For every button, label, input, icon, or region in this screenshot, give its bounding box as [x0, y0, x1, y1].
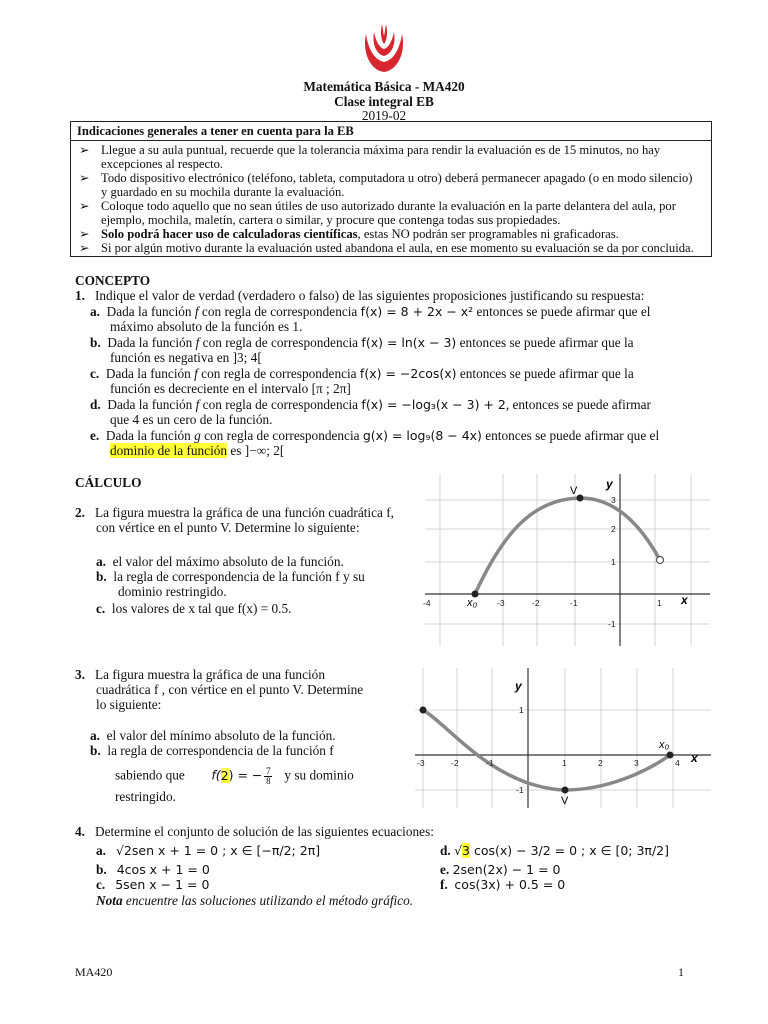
q3-item-a: a. el valor del mínimo absoluto de la función. — [90, 728, 336, 743]
q2-item-b-cont: dominio restringido. — [118, 584, 227, 599]
x-tick: 3 — [634, 758, 639, 768]
upc-logo — [360, 22, 408, 76]
x-tick: -2 — [451, 758, 459, 768]
doc-subtitle: Clase integral EB — [334, 94, 434, 109]
q4-item-b: b. 4cos x + 1 = 0 — [96, 862, 210, 877]
x-axis-label: x — [691, 751, 698, 765]
y-tick: -1 — [516, 785, 524, 795]
q4-item-e: e. 2sen(2x) − 1 = 0 — [440, 862, 561, 877]
y-tick: 3 — [611, 495, 616, 505]
q1-item-e-cont: dominio de la función es ]−∞; 2[ — [110, 443, 285, 458]
start-point — [420, 707, 427, 714]
section-concepto: CONCEPTO — [75, 273, 151, 288]
q2-prompt: 2. La figura muestra la gráfica de una función cuadrática f, — [75, 505, 394, 520]
y-tick: 2 — [611, 524, 616, 534]
q4-item-f: f. cos(3x) + 0.5 = 0 — [440, 877, 566, 892]
q4-item-d: d. √3 cos(x) − 3/2 = 0 ; x ∈ [0; 3π/2] — [440, 843, 669, 858]
x-tick: 1 — [657, 598, 662, 608]
instruction-item: Todo dispositivo electrónico (teléfono, tableta, computadora u otro) deberá permanecer apagado (o en modo silencio) y guardado en su mochila durante la evaluación. — [101, 171, 693, 199]
page-number: 1 — [678, 965, 684, 979]
doc-title: Matemática Básica - MA420 — [303, 79, 465, 94]
arrow-bullet-icon: ➢ — [79, 171, 90, 185]
q1-item-c: c. Dada la función f con regla de correspondencia f(x) = −2cos(x) entonces se puede afirmar que la — [90, 366, 634, 381]
x0-label: x₀ — [467, 597, 478, 609]
x-tick: -1 — [570, 598, 578, 608]
instructions-box — [70, 121, 712, 257]
q1-item-d: d. Dada la función f con regla de correspondencia f(x) = −log₃(x − 3) + 2, entonces se puede afirmar — [90, 397, 651, 412]
arrow-bullet-icon: ➢ — [79, 143, 90, 157]
footer-code: MA420 — [75, 965, 113, 979]
x-tick: 4 — [675, 758, 680, 768]
fraction-denominator: 8 — [266, 776, 271, 786]
x0-label: x₀ — [659, 739, 670, 751]
arrow-bullet-icon: ➢ — [79, 199, 90, 213]
instruction-item: Coloque todo aquello que no sean útiles de uso autorizado durante la evaluación en la parte delantera del aula, por ejemplo, mochila, maletín, cartera o similar, y procure que contenga todas sus propiedades. — [101, 199, 676, 227]
q1-item-b-cont: función es negativa en ]3; 4[ — [110, 350, 262, 365]
q1-item-d-cont: que 4 es un cero de la función. — [110, 412, 273, 427]
q2-item-a: a. el valor del máximo absoluto de la función. — [96, 554, 344, 569]
q4-item-a: a. √2sen x + 1 = 0 ; x ∈ [−π/2; 2π] — [96, 843, 321, 858]
vertex-point — [562, 787, 569, 794]
y-tick: -1 — [608, 619, 616, 629]
x-tick: -4 — [423, 598, 431, 608]
vertex-label: V — [570, 485, 578, 497]
q2-prompt-cont: con vértice en el punto V. Determine lo siguiente: — [96, 520, 360, 535]
q1-item-a: a. Dada la función f con regla de correspondencia f(x) = 8 + 2x − x² entonces se puede afirmar que el — [90, 304, 651, 319]
x-tick: -2 — [532, 598, 540, 608]
q1-item-a-cont: máximo absoluto de la función es 1. — [110, 319, 303, 334]
instruction-item: Si por algún motivo durante la evaluación usted abandona el aula, en ese momento su evaluación se da por concluida. — [101, 241, 694, 255]
x-tick: -3 — [417, 758, 425, 768]
y-tick: 1 — [519, 705, 524, 715]
q3-prompt: 3. La figura muestra la gráfica de una función — [75, 667, 325, 682]
q2-item-c: c. los valores de x tal que f(x) = 0.5. — [96, 601, 292, 616]
arrow-bullet-icon: ➢ — [79, 227, 90, 241]
x0-point — [667, 752, 674, 759]
q4-prompt: 4. Determine el conjunto de solución de las siguientes ecuaciones: — [75, 824, 434, 839]
x-tick: 1 — [562, 758, 567, 768]
vertex-label: V — [561, 795, 569, 807]
y-axis-label: y — [606, 477, 613, 491]
q1-item-c-cont: función es decreciente en el intervalo [π ; 2π] — [110, 381, 351, 396]
graph-q3 — [415, 668, 711, 808]
instruction-item: Solo podrá hacer uso de calculadoras científicas, estas NO podrán ser programables ni graficadoras. — [101, 227, 619, 241]
graph-q2 — [425, 474, 710, 646]
y-axis-label: y — [515, 679, 522, 693]
doc-term: 2019-02 — [361, 108, 407, 123]
q4-note: Nota encuentre las soluciones utilizando el método gráfico. — [96, 893, 414, 908]
open-endpoint — [657, 557, 664, 564]
instruction-item: Llegue a su aula puntual, recuerde que la tolerancia máxima para rendir la evaluación es de 15 minutos, no hay excepciones al respecto. — [101, 143, 661, 171]
q3-prompt-cont: cuadrática f , con vértice en el punto V. Determine — [96, 682, 364, 697]
q1-item-b: b. Dada la función f con regla de correspondencia f(x) = ln(x − 3) entonces se puede afirmar que la — [90, 335, 634, 350]
section-calculo: CÁLCULO — [75, 475, 142, 490]
q3-item-b: b. la regla de correspondencia de la función f — [90, 743, 334, 758]
fraction-numerator: 7 — [266, 766, 271, 776]
q3-prompt-cont2: lo siguiente: — [96, 697, 162, 712]
x-tick: -1 — [486, 758, 494, 768]
vertex-point — [577, 495, 584, 502]
q1-item-e: e. Dada la función g con regla de correspondencia g(x) = log₉(8 − 4x) entonces se puede afirmar que el — [90, 428, 660, 443]
q4-item-c: c. 5sen x − 1 = 0 — [96, 877, 210, 892]
y-tick: 1 — [611, 557, 616, 567]
q2-item-b: b. la regla de correspondencia de la función f y su — [96, 569, 365, 584]
q3-item-b-cont: sabiendo que f(2) = − $\frac{7}{8}$ y su dominio — [115, 766, 354, 786]
arrow-bullet-icon: ➢ — [79, 241, 90, 255]
q1-prompt: 1. Indique el valor de verdad (verdadero o falso) de las siguientes proposiciones justificando su respuesta: — [75, 288, 645, 303]
instructions-heading: Indicaciones generales a tener en cuenta para la EB — [77, 124, 354, 138]
q3-item-b-cont2: restringido. — [115, 789, 176, 804]
x-tick: -3 — [497, 598, 505, 608]
x-tick: 2 — [598, 758, 603, 768]
x-axis-label: x — [681, 593, 688, 607]
